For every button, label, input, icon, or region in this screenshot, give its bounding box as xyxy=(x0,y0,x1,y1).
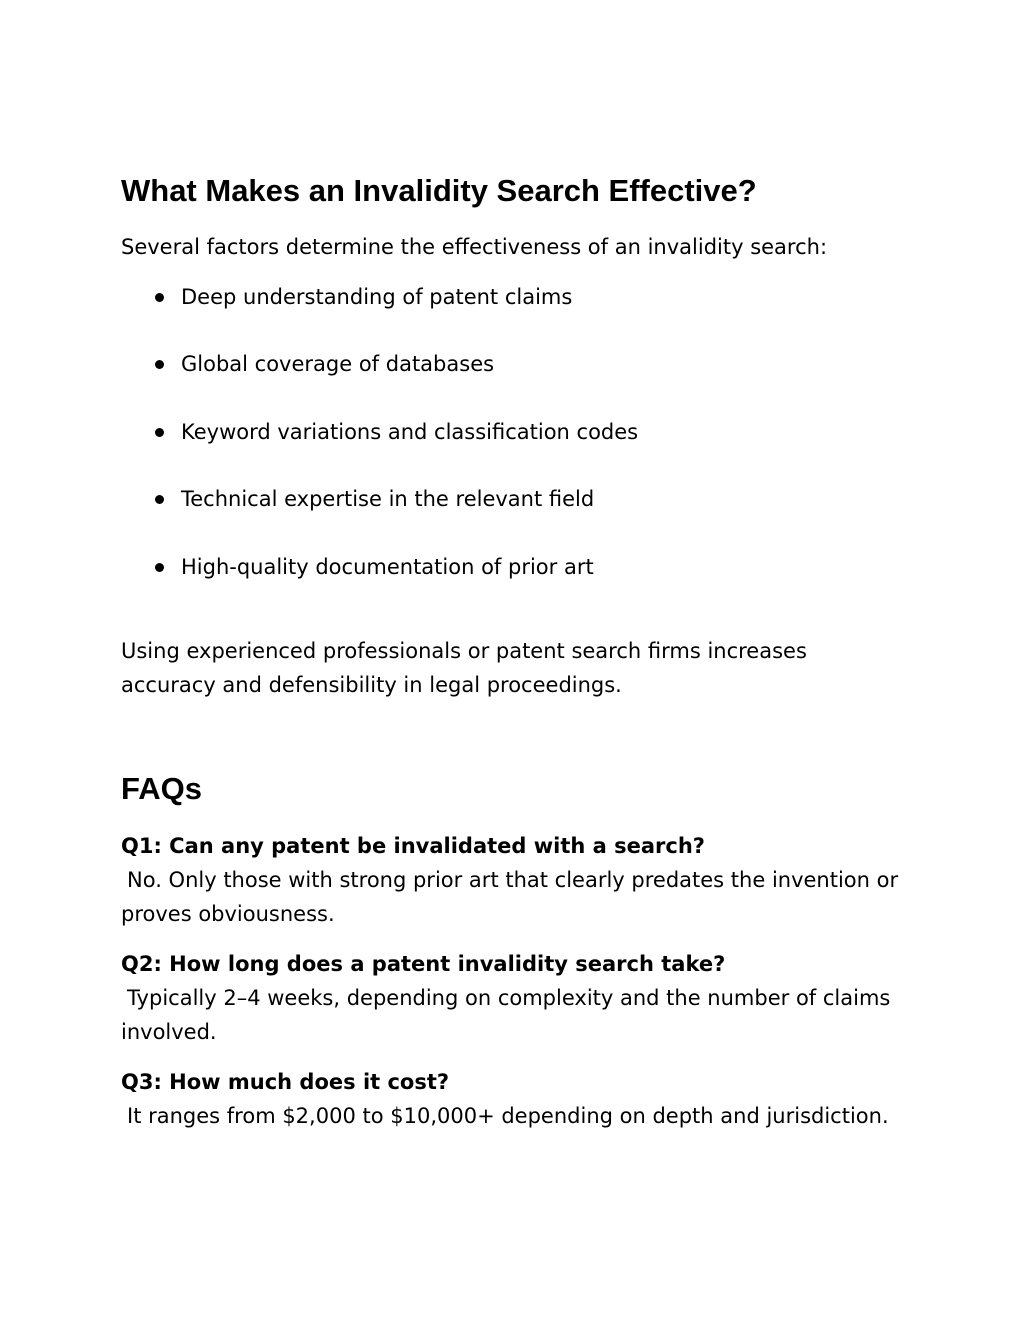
factor-list xyxy=(121,280,638,617)
list-item xyxy=(121,347,638,414)
list-item xyxy=(121,550,638,617)
faq-heading: FAQs xyxy=(121,771,202,806)
faq-answer: Typically 2–4 weeks, depending on complexity and the number of claims involved. xyxy=(121,986,891,1044)
list-item-text: Technical expertise in the relevant field xyxy=(181,487,595,512)
bullet-icon xyxy=(155,293,164,302)
section-heading: What Makes an Invalidity Search Effective? xyxy=(121,173,757,208)
list-item-text: High-quality documentation of prior art xyxy=(181,554,594,579)
faq-answer: No. Only those with strong prior art that clearly predates the invention or proves obviousness. xyxy=(121,868,899,926)
faq-question: Q2: How long does a patent invalidity search take? xyxy=(121,952,726,976)
list-item xyxy=(121,415,638,482)
faq-question: Q3: How much does it cost? xyxy=(121,1070,450,1094)
faq-question: Q1: Can any patent be invalidated with a search? xyxy=(121,834,705,858)
bullet-icon xyxy=(155,428,164,437)
bullet-icon xyxy=(155,563,164,572)
faq-item xyxy=(121,947,951,1049)
faq-item xyxy=(121,1065,951,1133)
faq-item xyxy=(121,829,951,931)
list-item-text: Keyword variations and classification codes xyxy=(181,419,639,444)
faq-answer: It ranges from $2,000 to $10,000+ depending on depth and jurisdiction. xyxy=(127,1104,889,1128)
list-item-text: Deep understanding of patent claims xyxy=(181,285,573,309)
list-item xyxy=(121,482,638,549)
intro-paragraph: Several factors determine the effectiveness of an invalidity search: xyxy=(121,235,828,259)
list-item xyxy=(121,280,638,347)
closing-paragraph: Using experienced professionals or patent search firms increases accuracy and defensibility in legal proceedings. xyxy=(121,639,807,697)
bullet-icon xyxy=(155,495,164,504)
bullet-icon xyxy=(155,360,164,369)
list-item-text: Global coverage of databases xyxy=(181,352,495,377)
